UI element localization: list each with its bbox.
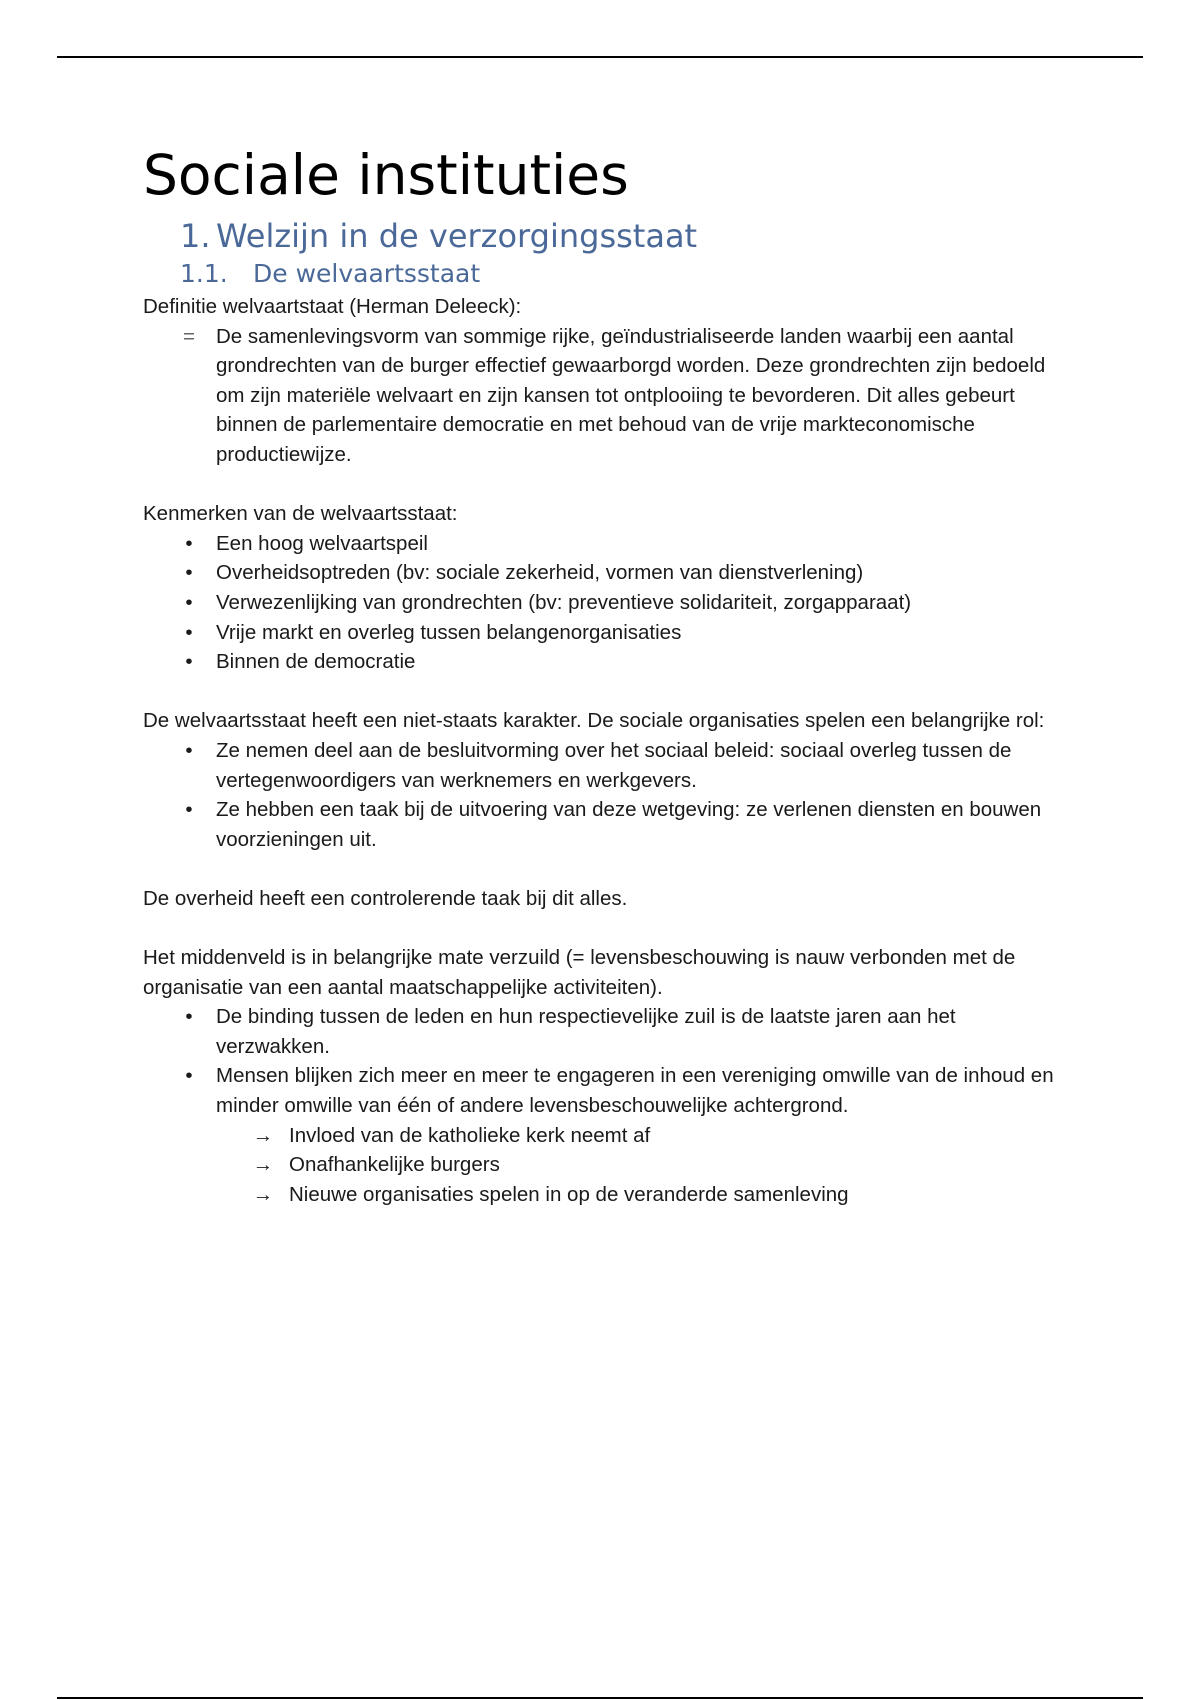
list-item xyxy=(143,1150,1063,1180)
list-item xyxy=(143,1061,1063,1120)
list-item xyxy=(143,558,1063,588)
zuilen-list xyxy=(143,1002,1063,1120)
document-page xyxy=(143,138,1063,1209)
list-item-text: Ze nemen deel aan de besluitvorming over het sociaal beleid: sociaal overleg tussen de vertegenwoordigers van werknemers en werkgevers. xyxy=(216,738,1012,792)
list-item-text: Vrije markt en overleg tussen belangenorganisaties xyxy=(216,620,682,644)
list-item-text: Invloed van de katholieke kerk neemt af xyxy=(289,1123,651,1147)
bullet-marker: • xyxy=(185,561,193,585)
definition-list xyxy=(143,322,1063,470)
arrow-marker: → xyxy=(252,1182,274,1206)
bullet-marker: • xyxy=(185,1005,193,1029)
list-item-text: Mensen blijken zich meer en meer te engageren in een vereniging omwille van de inhoud en minder omwille van één of andere levensbeschouwelijke achtergrond. xyxy=(216,1064,1054,1118)
list-item-text: Nieuwe organisaties spelen in op de veranderde samenleving xyxy=(289,1182,849,1206)
list-item xyxy=(143,647,1063,677)
heading-1-text: Welzijn in de verzorgingsstaat xyxy=(216,217,698,255)
definition-intro: Definitie welvaartstaat (Herman Deleeck): xyxy=(143,295,522,318)
list-item xyxy=(143,618,1063,648)
list-item xyxy=(143,529,1063,559)
spacer xyxy=(143,677,1063,707)
bullet-marker: • xyxy=(185,738,193,762)
footer-rule xyxy=(57,1697,1143,1699)
heading-2-text: De welvaartsstaat xyxy=(253,259,481,288)
rollen-list xyxy=(143,736,1063,854)
heading-1-number: 1. xyxy=(180,217,211,255)
list-item xyxy=(143,1002,1063,1061)
spacer xyxy=(143,470,1063,500)
list-item xyxy=(143,588,1063,618)
bullet-marker: • xyxy=(185,590,193,614)
list-item xyxy=(143,736,1063,795)
bullet-marker: • xyxy=(185,1064,193,1088)
heading-1 xyxy=(143,216,1063,256)
list-item-text: Onafhankelijke burgers xyxy=(289,1153,500,1177)
spacer xyxy=(143,854,1063,884)
list-item-text: Overheidsoptreden (bv: sociale zekerheid, vormen van dienstverlening) xyxy=(216,561,864,585)
overheid-paragraph: De overheid heeft een controlerende taak bij dit alles. xyxy=(143,886,628,910)
bullet-marker: • xyxy=(185,531,193,555)
list-item-text: De binding tussen de leden en hun respectievelijke zuil is de laatste jaren aan het verzwakken. xyxy=(216,1005,956,1058)
kenmerken-intro: Kenmerken van de welvaartsstaat: xyxy=(143,502,458,526)
list-item-text: Ze hebben een taak bij de uitvoering van deze wetgeving: ze verlenen diensten en bouwen voorzieningen uit. xyxy=(216,798,1042,851)
list-item-text: Verwezenlijking van grondrechten (bv: preventieve solidariteit, zorgapparaat) xyxy=(216,590,912,614)
bullet-marker: • xyxy=(185,620,193,644)
definition-text: De samenlevingsvorm van sommige rijke, geïndustrialiseerde landen waarbij een aantal grondrechten van de burger effectief gewaarborgd worden. Deze grondrechten zijn bedoeld om zijn materiële welvaart en zijn kansen tot ontplooiing te bevorderen. Dit alles gebeurt binnen de parlementaire democratie en met behoud van de vrije markteconomische productiewijze. xyxy=(216,324,1046,466)
niet-staats-paragraph: De welvaartsstaat heeft een niet-staats karakter. De sociale organisaties spelen een belangrijke rol: xyxy=(143,709,1045,733)
list-item-text: Een hoog welvaartspeil xyxy=(216,531,428,555)
bullet-marker: • xyxy=(185,798,193,822)
kenmerken-list xyxy=(143,529,1063,677)
spacer xyxy=(143,913,1063,943)
document-title: Sociale instituties xyxy=(143,143,629,207)
list-item-text: Binnen de democratie xyxy=(216,650,416,674)
bullet-marker: • xyxy=(185,650,193,674)
definition-item xyxy=(143,322,1063,470)
arrow-marker: → xyxy=(252,1123,274,1147)
list-item xyxy=(143,1180,1063,1210)
heading-2 xyxy=(143,256,1063,292)
middenveld-paragraph: Het middenveld is in belangrijke mate verzuild (= levensbeschouwing is nauw verbonden met de organisatie van een aantal maatschappelijke activiteiten). xyxy=(143,946,1016,999)
gevolgen-list xyxy=(143,1121,1063,1210)
equals-marker: = xyxy=(183,324,195,348)
list-item xyxy=(143,1121,1063,1151)
heading-2-number: 1.1. xyxy=(180,259,228,288)
list-item xyxy=(143,795,1063,854)
arrow-marker: → xyxy=(252,1153,274,1177)
header-rule xyxy=(57,56,1143,58)
